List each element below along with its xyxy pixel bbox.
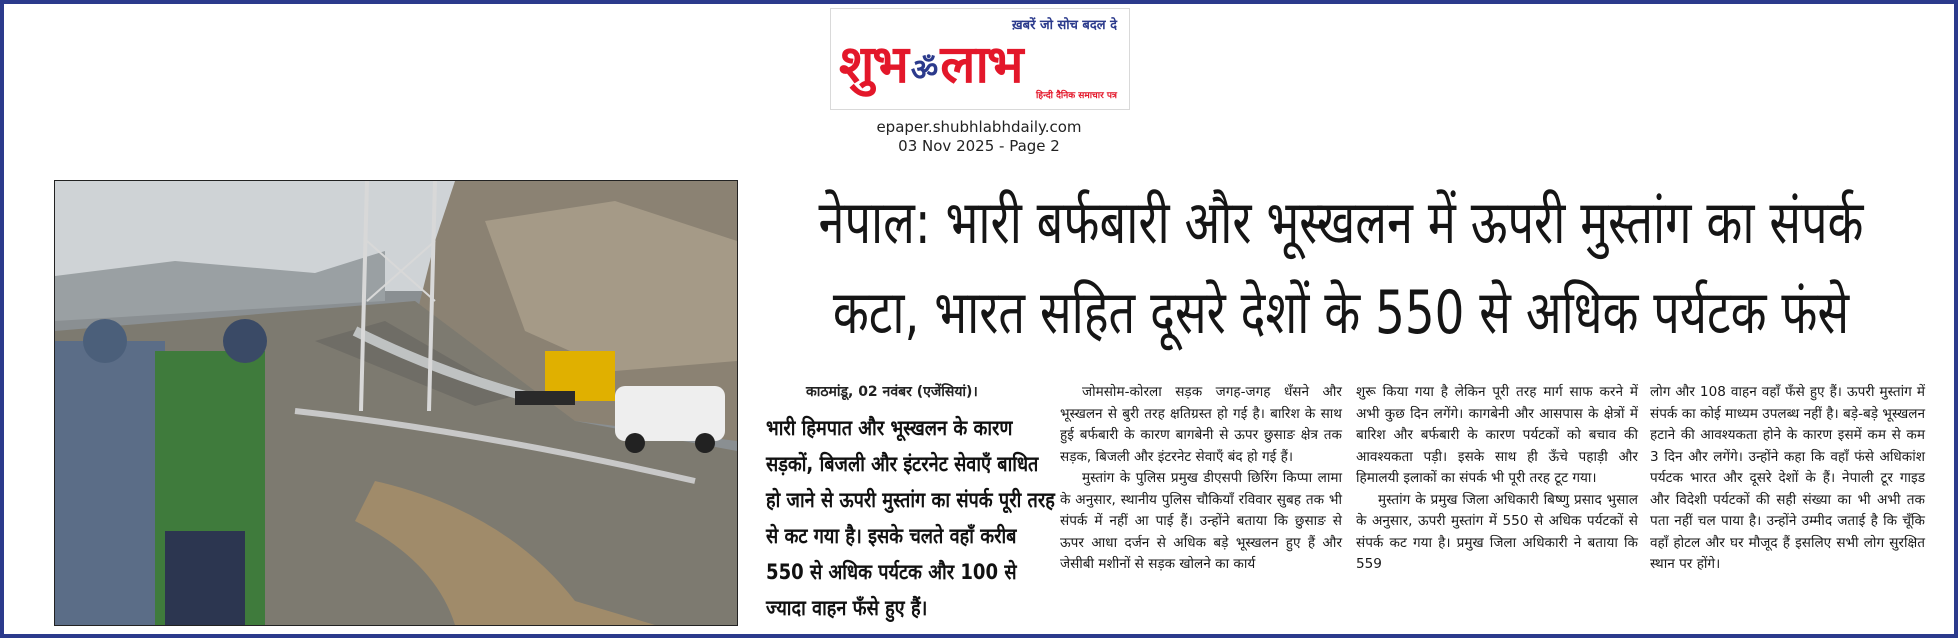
landslide-photo-illustration <box>55 181 737 625</box>
masthead-tagline: ख़बरें जो सोच बदल दे <box>1012 18 1117 33</box>
column-1-paragraph: मुस्तांग के पुलिस प्रमुख डीएसपी छिरिंग किप्पा लामा के अनुसार, स्थानीय पुलिस चौकियाँ रविवार सुबह तक भी संपर्क में नहीं आ पाई हैं। उन्होंने बताया कि छुसाङ से ऊपर आधा दर्जन से अधिक बड़े भूस्खलन हुए हैं और जेसीबी मशीनों से सड़क खोलने का कार्य <box>1060 470 1342 572</box>
column-3-paragraph: लोग और 108 वाहन वहाँ फँसे हुए हैं। ऊपरी मुस्तांग में संपर्क का कोई माध्यम उपलब्ध नहीं है। बड़े-बड़े भूस्खलन हटाने की आवश्यकता होने के कारण इसमें कम से कम 3 दिन और लगेंगे। उन्होंने कहा कि वहाँ फंसे अधिकांश पर्यटक भारत और दूसरे देशों के हैं। नेपाली टूर गाइड और विदेशी पर्यटकों की सही संख्या का भी अभी तक पता नहीं चल पाया है। उन्होंने उम्मीद जताई है कि चूँकि वहाँ होटल और घर मौजूद हैं इसलिए सभी लोग सुरक्षित स्थान पर होंगे। <box>1650 384 1925 572</box>
headline <box>756 178 1926 368</box>
column-2 <box>1356 382 1638 576</box>
masthead-brand <box>839 27 1022 98</box>
headline-line-1: नेपाल: भारी बर्फबारी और भूस्खलन में ऊपरी मुस्तांग का संपर्क <box>818 188 1864 258</box>
column-1-paragraph: जोमसोम-कोरला सड़क जगह-जगह धँसने और भूस्खलन से बुरी तरह क्षतिग्रस्त हो गई है। बारिश के साथ हुई बर्फबारी के कारण बागबेनी से ऊपर छुसाङ क्षेत्र तक सड़क, बिजली और इंटरनेट सेवाएँ बंद हो गई हैं। <box>1060 384 1342 465</box>
ganesh-emblem-icon: ॐ <box>910 53 937 88</box>
column-2-paragraph: शुरू किया गया है लेकिन पूरी तरह मार्ग साफ करने में अभी कुछ दिन लगेंगे। कागबेनी और आसपास के क्षेत्रों में बारिश और बर्फबारी के कारण पर्यटकों को बचाव की आवश्यकता पड़ी। इसके साथ ही ऊँचे पहाड़ी और हिमालयी इलाकों का संपर्क भी पूरी तरह टूट गया। <box>1356 384 1638 486</box>
site-url: epaper.shubhlabhdaily.com <box>876 118 1082 136</box>
brand-left: शुभ <box>839 34 907 95</box>
masthead-logo <box>830 8 1130 110</box>
dateline: काठमांडू, 02 नवंबर (एजेंसियां)। <box>806 384 978 400</box>
headline-line-2: कटा, भारत सहित दूसरे देशों के 550 से अधिक पर्यटक फंसे <box>832 278 1850 348</box>
lead-paragraph: भारी हिमपात और भूस्खलन के कारण सड़कों, बिजली और इंटरनेट सेवाएँ बाधित हो जाने से ऊपरी मुस्तांग का संपर्क पूरी तरह से कट गया है। इसके चलते वहाँ करीब 550 से अधिक पर्यटक और 100 से ज्यादा वाहन फँसे हुए हैं। <box>766 416 1055 620</box>
column-1 <box>1060 382 1342 576</box>
date-page: 03 Nov 2025 - Page 2 <box>898 137 1060 155</box>
news-photo <box>54 180 738 626</box>
edition-info <box>830 118 1128 156</box>
brand-right: लाभ <box>940 34 1022 95</box>
masthead-subline: हिन्दी दैनिक समाचार पत्र <box>1035 91 1117 101</box>
column-2-paragraph: मुस्तांग के प्रमुख जिला अधिकारी बिष्णु प्रसाद भुसाल के अनुसार, ऊपरी मुस्तांग में 550 से अधिक पर्यटकों से संपर्क कट गया है। प्रमुख जिला अधिकारी ने बताया कि 559 <box>1356 491 1638 572</box>
column-3 <box>1650 382 1925 576</box>
